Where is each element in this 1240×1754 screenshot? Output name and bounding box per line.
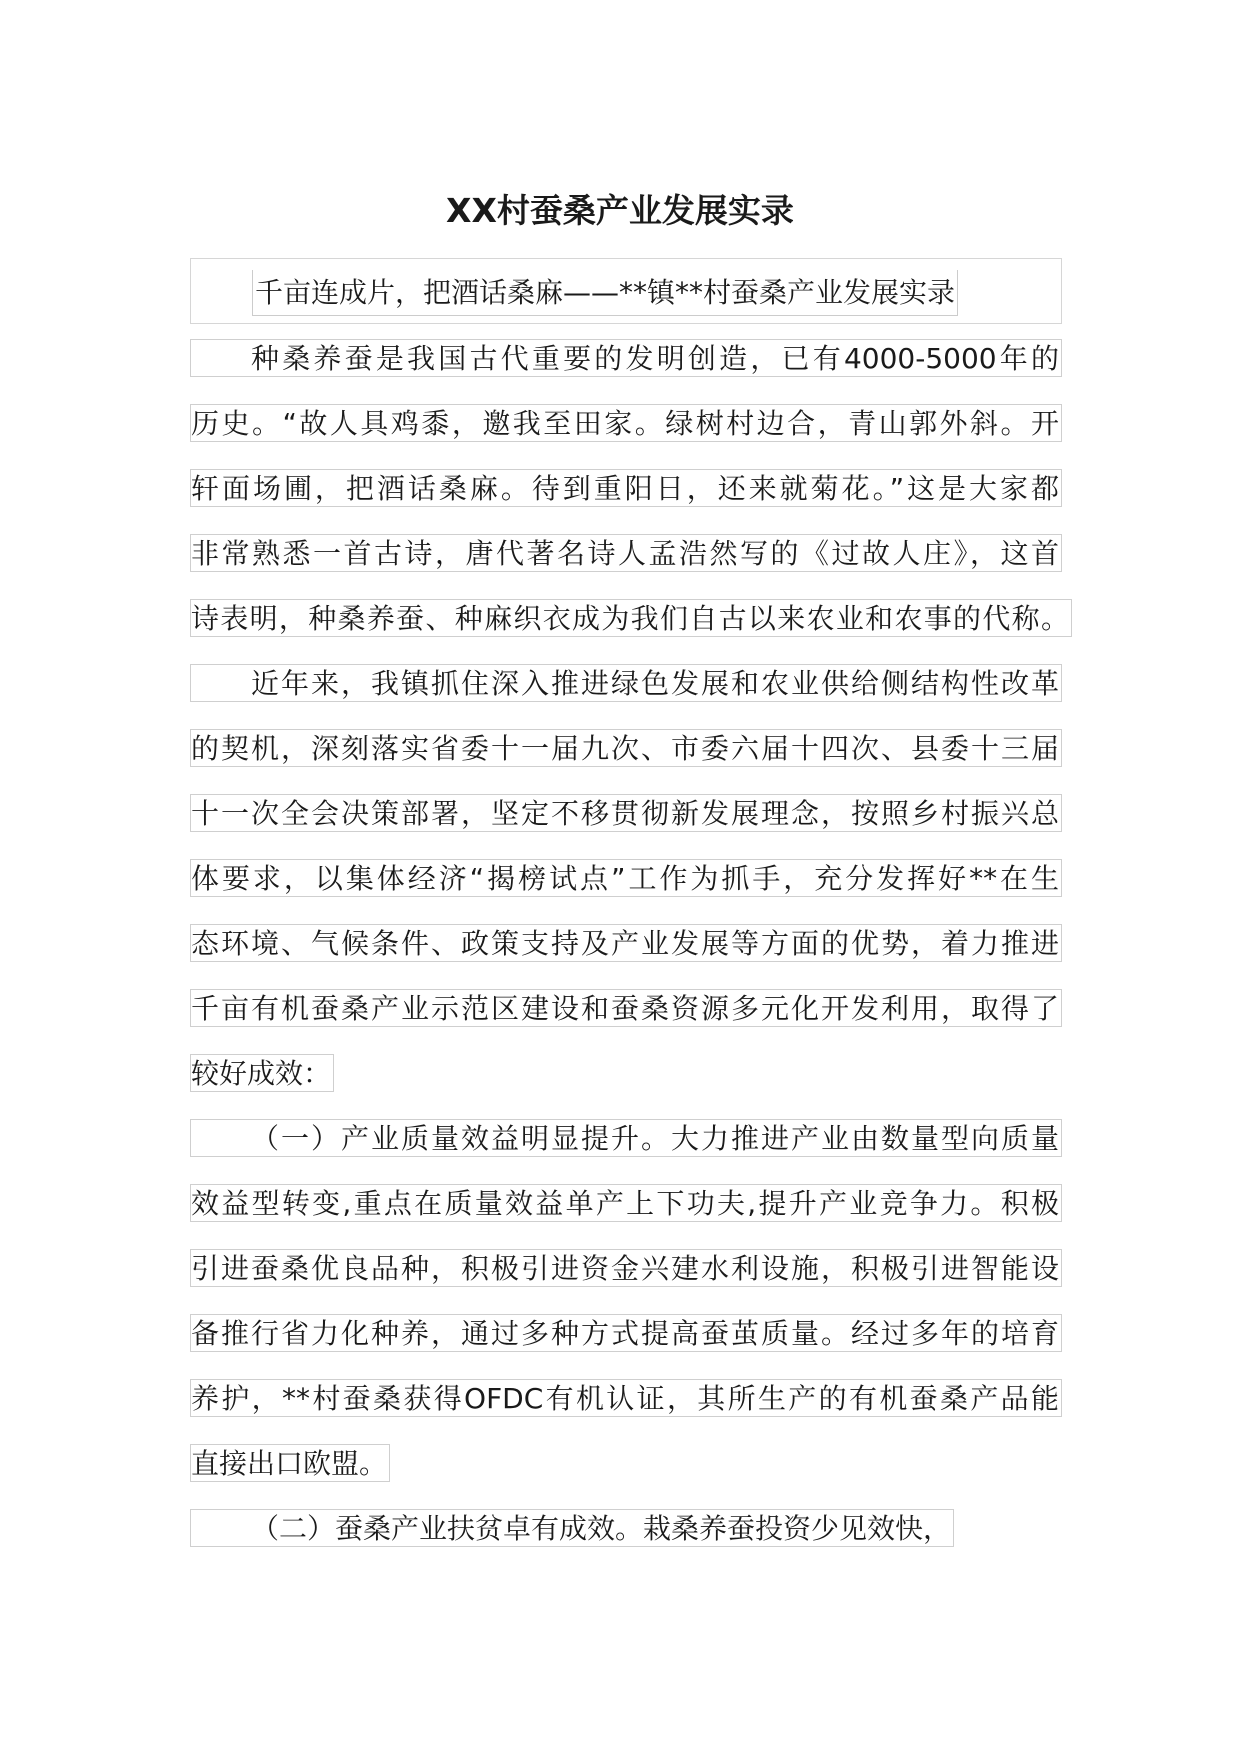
paragraph-line: 效益型转变,重点在质量效益单产上下功夫,提升产业竞争力。积极 [190,1184,1062,1222]
paragraph-line: （一）产业质量效益明显提升。大力推进产业由数量型向质量 [190,1119,1062,1157]
document-title: XX村蚕桑产业发展实录 [446,191,794,230]
document-subtitle: 千亩连成片，把酒话桑麻——**镇**村蚕桑产业发展实录 [252,270,958,316]
paragraph-line: 种桑养蚕是我国古代重要的发明创造，已有4000-5000年的 [190,339,1062,377]
paragraph-line: 引进蚕桑优良品种，积极引进资金兴建水利设施，积极引进智能设 [190,1249,1062,1287]
paragraph-line: 态环境、气候条件、政策支持及产业发展等方面的优势，着力推进 [190,924,1062,962]
paragraph-line: 的契机，深刻落实省委十一届九次、市委六届十四次、县委十三届 [190,729,1062,767]
paragraph-line: 体要求，以集体经济“揭榜试点”工作为抓手，充分发挥好**在生 [190,859,1062,897]
paragraph-line: 直接出口欧盟。 [190,1444,390,1482]
paragraph-line: （二）蚕桑产业扶贫卓有成效。栽桑养蚕投资少见效快， [190,1509,954,1547]
paragraph-line: 近年来，我镇抓住深入推进绿色发展和农业供给侧结构性改革 [190,664,1062,702]
paragraph-line: 诗表明，种桑养蚕、种麻织衣成为我们自古以来农业和农事的代称。 [190,599,1072,637]
paragraph-line: 轩面场圃，把酒话桑麻。待到重阳日，还来就菊花。”这是大家都 [190,469,1062,507]
paragraph-line: 历史。“故人具鸡黍，邀我至田家。绿树村边合，青山郭外斜。开 [190,404,1062,442]
paragraph-line: 非常熟悉一首古诗，唐代著名诗人孟浩然写的《过故人庄》，这首 [190,534,1062,572]
paragraph-line: 备推行省力化种养，通过多种方式提高蚕茧质量。经过多年的培育 [190,1314,1062,1352]
paragraph-line: 养护，**村蚕桑获得OFDC有机认证，其所生产的有机蚕桑产品能 [190,1379,1062,1417]
paragraph-line: 十一次全会决策部署，坚定不移贯彻新发展理念，按照乡村振兴总 [190,794,1062,832]
paragraph-line: 较好成效： [190,1054,334,1092]
paragraph-line: 千亩有机蚕桑产业示范区建设和蚕桑资源多元化开发利用，取得了 [190,989,1062,1027]
